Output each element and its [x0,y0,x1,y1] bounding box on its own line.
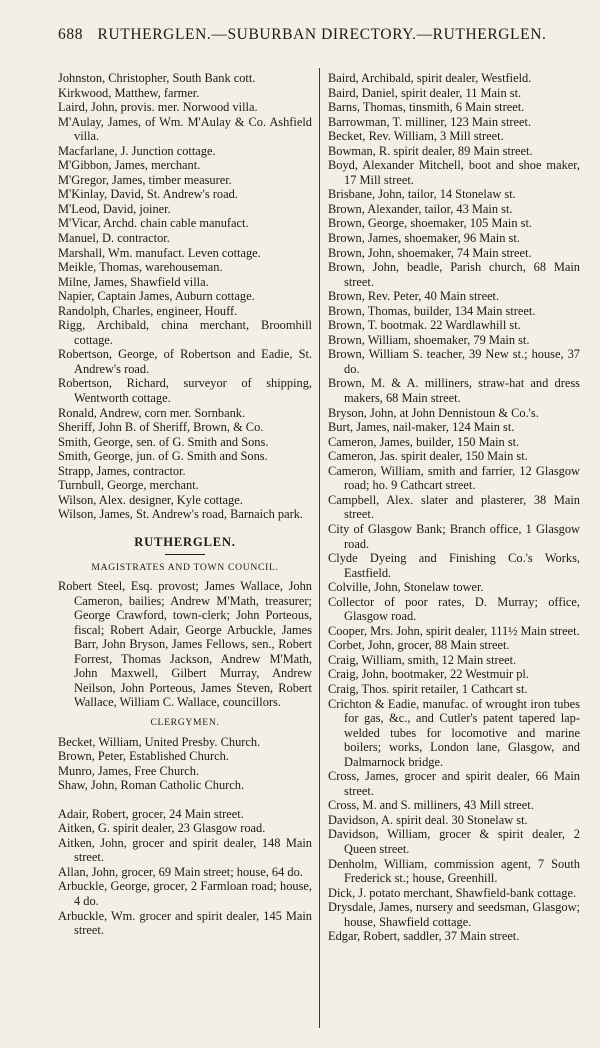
directory-entry: Davidson, A. spirit deal. 30 Stonelaw st. [328,812,528,827]
directory-entry: Johnston, Christopher, South Bank cott. [58,71,256,85]
directory-entry: Brown, William S. teacher, 39 New st.; house, 37 do. [328,347,580,376]
directory-entry: Boyd, Alexander Mitchell, boot and shoe maker, 17 Mill street. [328,158,580,187]
entries-bottom-list [58,807,312,938]
directory-entry: Munro, James, Free Church. [58,763,200,778]
directory-entry: Barrowman, T. milliner, 123 Main street. [328,114,532,129]
directory-entry: Brown, James, shoemaker, 96 Main st. [328,231,520,246]
directory-entry: Colville, John, Stonelaw tower. [328,580,484,595]
directory-entry: Cameron, James, builder, 150 Main st. [328,434,520,449]
title-rule [165,554,205,555]
directory-entry: Randolph, Charles, engineer, Houff. [58,303,238,318]
directory-entry: Aitken, G. spirit dealer, 23 Glasgow road. [58,821,266,836]
directory-entry: Bryson, John, at John Dennistoun & Co.'s. [328,405,539,420]
directory-entry: Bowman, R. spirit dealer, 89 Main street. [328,143,533,158]
directory-entry: Baird, Archibald, spirit dealer, Westfield. [328,71,532,85]
directory-entry: M'Leod, David, joiner. [58,201,171,216]
directory-entry: Robertson, George, of Robertson and Eadie, St. Andrew's road. [58,347,312,376]
directory-entry: M'Gibbon, James, merchant. [58,158,201,173]
directory-entry: Rigg, Archibald, china merchant, Broomhill cottage. [58,318,312,347]
directory-entry: Wilson, James, St. Andrew's road, Barnaich park. [58,507,304,522]
directory-entry: Turnbull, George, merchant. [58,478,199,493]
directory-entry: Campbell, Alex. slater and plasterer, 38 Main street. [328,492,580,522]
directory-entry: Macfarlane, J. Junction cottage. [58,143,216,158]
directory-entry: Burt, James, nail-maker, 124 Main st. [328,420,515,435]
directory-entry: Cameron, Jas. spirit dealer, 150 Main st. [328,449,528,464]
directory-entry: Brown, Peter, Established Church. [58,749,229,764]
directory-entry: Sheriff, John B. of Sheriff, Brown, & Co. [58,420,264,435]
directory-entry: Strapp, James, contractor. [58,463,186,478]
directory-entry: Laird, John, provis. mer. Norwood villa. [58,100,258,115]
directory-entry: Becket, Rev. William, 3 Mill street. [328,129,504,144]
directory-entry: Brown, Alexander, tailor, 43 Main st. [328,201,513,216]
directory-entry: Craig, John, bootmaker, 22 Westmuir pl. [328,667,529,682]
directory-entry: Edgar, Robert, saddler, 37 Main street. [328,929,520,944]
magistrates-heading: MAGISTRATES AND TOWN COUNCIL. [91,561,279,573]
directory-entry: Meikle, Thomas, warehouseman. [58,260,223,275]
section-title: RUTHERGLEN. [134,534,236,549]
directory-entry: Shaw, John, Roman Catholic Church. [58,778,245,793]
directory-entry: Cameron, William, smith and farrier, 12 Glasgow road; ho. 9 Cathcart street. [328,463,580,493]
left-column [58,71,312,938]
spacer [58,793,312,807]
directory-entry: Cross, M. and S. milliners, 43 Mill street. [328,798,534,813]
clergymen-heading: CLERGYMEN. [150,716,220,728]
directory-entry: M'Gregor, James, timber measurer. [58,172,232,187]
page-number: 688 [58,26,84,43]
directory-entry: M'Aulay, James, of Wm. M'Aulay & Co. Ashfield villa. [58,114,312,144]
directory-entry: Denholm, William, commission agent, 7 South Frederick st.; house, Greenhill. [328,856,580,886]
directory-entry: Corbet, John, grocer, 88 Main street. [328,638,510,653]
directory-entry: Smith, George, jun. of G. Smith and Sons. [58,449,268,464]
directory-entry: Collector of poor rates, D. Murray; office, Glasgow road. [328,594,580,624]
directory-entry: Drysdale, James, nursery and seedsman, Glasgow; house, Shawfield cottage. [328,900,580,929]
directory-entry: Arbuckle, George, grocer, 2 Farmloan road; house, 4 do. [58,879,312,908]
directory-entry: Smith, George, sen. of G. Smith and Sons. [58,434,269,449]
directory-entry: Marshall, Wm. manufact. Leven cottage. [58,245,261,260]
column-divider [319,68,320,1028]
directory-entry: Aitken, John, grocer and spirit dealer, 148 Main street. [58,835,312,865]
entries-top-list [58,71,312,522]
directory-entry: Brown, George, shoemaker, 105 Main st. [328,216,533,231]
directory-entry: Craig, William, smith, 12 Main street. [328,652,517,667]
directory-entry: Ronald, Andrew, corn mer. Sornbank. [58,405,246,420]
directory-entry: Brown, Thomas, builder, 134 Main street. [328,303,536,318]
directory-entry: Brown, M. & A. milliners, straw-hat and dress makers, 68 Main street. [328,376,580,406]
directory-entry: Brown, T. bootmak. 22 Wardlawhill st. [328,318,521,333]
directory-entry: Craig, Thos. spirit retailer, 1 Cathcart st. [328,681,528,696]
directory-entry: Napier, Captain James, Auburn cottage. [58,289,255,304]
directory-entry: Brown, John, beadle, Parish church, 68 Main street. [328,260,580,289]
directory-entry: Allan, John, grocer, 69 Main street; house, 64 do. [58,864,303,879]
entries-right-list [328,71,580,944]
directory-entry: Cooper, Mrs. John, spirit dealer, 111½ Main street. [328,623,580,638]
directory-entry: City of Glasgow Bank; Branch office, 1 Glasgow road. [328,521,580,551]
directory-entry: Kirkwood, Matthew, farmer. [58,85,200,100]
directory-entry: Brown, Rev. Peter, 40 Main street. [328,289,500,304]
directory-entry: M'Kinlay, David, St. Andrew's road. [58,187,238,202]
directory-entry: M'Vicar, Archd. chain cable manufact. [58,216,249,231]
directory-entry: Becket, William, United Presby. Church. [58,734,261,749]
directory-entry: Adair, Robert, grocer, 24 Main street. [58,806,244,821]
directory-entry: Brown, William, shoemaker, 79 Main st. [328,332,530,347]
directory-entry: Milne, James, Shawfield villa. [58,274,209,289]
directory-entry: Arbuckle, Wm. grocer and spirit dealer, 145 Main street. [58,908,312,938]
directory-entry: Dick, J. potato merchant, Shawfield-bank cottage. [328,885,577,900]
magistrates-text: Robert Steel, Esq. provost; James Wallace, John Cameron, bailies; Andrew M'Math, treasurer; George Crawford, town-clerk; John Porteous, fiscal; Robert Adair, George Arbuckle, James Barr, John Bryson, James Fellows, sen., Robert Forrest, Thomas Jackson, Andrew M'Math, John Maxwell, Gilbert Murray, Andrew Neilson, John Porteous, James Steven, Robert Wallace, William C. Wallace, councillors. [58,579,312,710]
directory-entry: Brisbane, John, tailor, 14 Stonelaw st. [328,187,516,202]
clergymen-list [58,735,312,793]
directory-entry: Barns, Thomas, tinsmith, 6 Main street. [328,100,525,115]
right-column [328,71,580,944]
directory-entry: Manuel, D. contractor. [58,231,170,246]
running-title: RUTHERGLEN.—SUBURBAN DIRECTORY.—RUTHERGLEN. [97,26,547,43]
directory-entry: Wilson, Alex. designer, Kyle cottage. [58,492,243,507]
directory-entry: Robertson, Richard, surveyor of shipping, Wentworth cottage. [58,376,312,406]
directory-entry: Baird, Daniel, spirit dealer, 11 Main st. [328,85,522,100]
directory-entry: Brown, John, shoemaker, 74 Main street. [328,245,532,260]
directory-entry: Cross, James, grocer and spirit dealer, 66 Main street. [328,769,580,798]
directory-entry: Crichton & Eadie, manufac. of wrought iron tubes for gas, &c., and Cutler's patent tapered lap-welded tubes for locomotive and marine boilers; works, London lane, Glasgow, and Dalmarnock bridge. [328,696,580,769]
page-header [58,26,580,44]
directory-entry: Clyde Dyeing and Finishing Co.'s Works, Eastfield. [328,551,580,580]
directory-entry: Davidson, William, grocer & spirit dealer, 2 Queen street. [328,827,580,856]
